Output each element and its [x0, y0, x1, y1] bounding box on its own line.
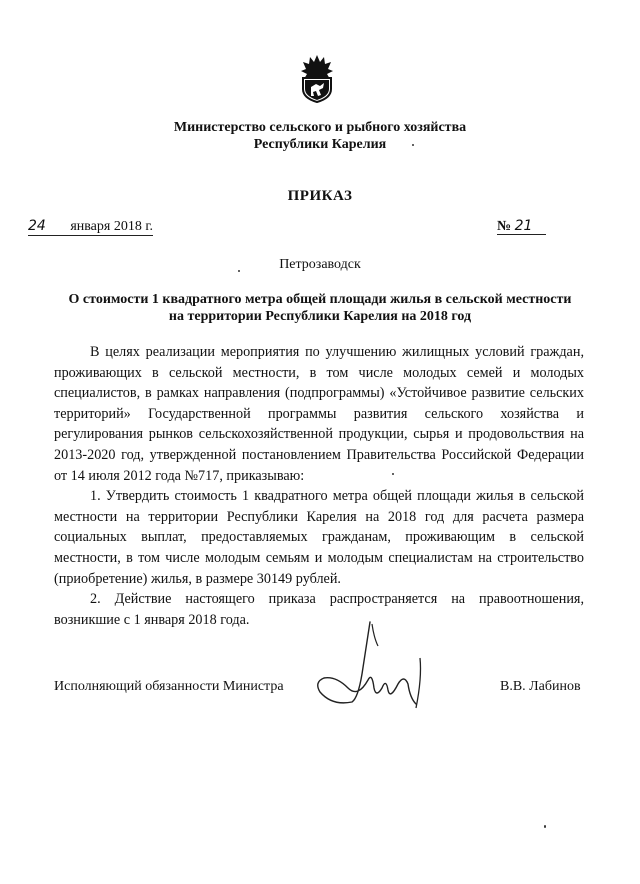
order-number-value: 21 [514, 218, 533, 234]
document-heading [40, 291, 600, 325]
heading-line-2: на территории Республики Карелия на 2018 год [168, 309, 472, 324]
order-number [497, 218, 546, 235]
body-paragraph-preamble: В целях реализации мероприятия по улучшению жилищных условий граждан, проживающих в сельской местности, в том числе молодых семей и молодых специалистов, в рамках направления (подпрограммы) «Устойчивое развитие сельских территорий» Государственной программы развития сельского хозяйства и регулирования рынков сельскохозяйственной продукции, сырья и продовольствия на 2013-2020 год, утвержденной постановлением Правительства Российской Федерации от 14 июля 2012 года №717, приказываю: [54, 344, 584, 484]
heading-line-1: О стоимости 1 квадратного метра общей площади жилья в сельской местности [68, 292, 572, 307]
handwritten-signature [312, 618, 442, 714]
order-date-day: 24 [28, 218, 46, 234]
ministry-line-2: Республики Карелия [253, 137, 387, 152]
order-date-rest: января 2018 г. [70, 219, 154, 234]
body-paragraph-item-2: 2. Действие настоящего приказа распространяется на правоотношения, возникшие с 1 января 2018 года. [54, 591, 584, 628]
signatory-name: В.В. Лабинов [500, 679, 581, 694]
body-paragraph-item-1: 1. Утвердить стоимость 1 квадратного метра общей площади жилья в сельской местности на территории Республики Карелия на 2018 год для расчета размера социальных выплат, предоставляемых гражданам, проживающим в сельской местности, в том числе молодым семьям и молодым специалистам на строительство (приобретение) жилья, в размере 30149 рублей. [54, 488, 584, 587]
order-number-prefix: № [497, 219, 512, 234]
ministry-name [0, 119, 640, 153]
document-body [54, 342, 584, 630]
signatory-position: Исполняющий обязанности Министра [54, 679, 284, 694]
order-date [28, 218, 153, 236]
ministry-line-1: Министерство сельского и рыбного хозяйства [173, 120, 467, 135]
karelia-coat-of-arms-icon [300, 53, 334, 103]
order-title: ПРИКАЗ [287, 188, 353, 204]
city: Петрозаводск [279, 257, 361, 272]
